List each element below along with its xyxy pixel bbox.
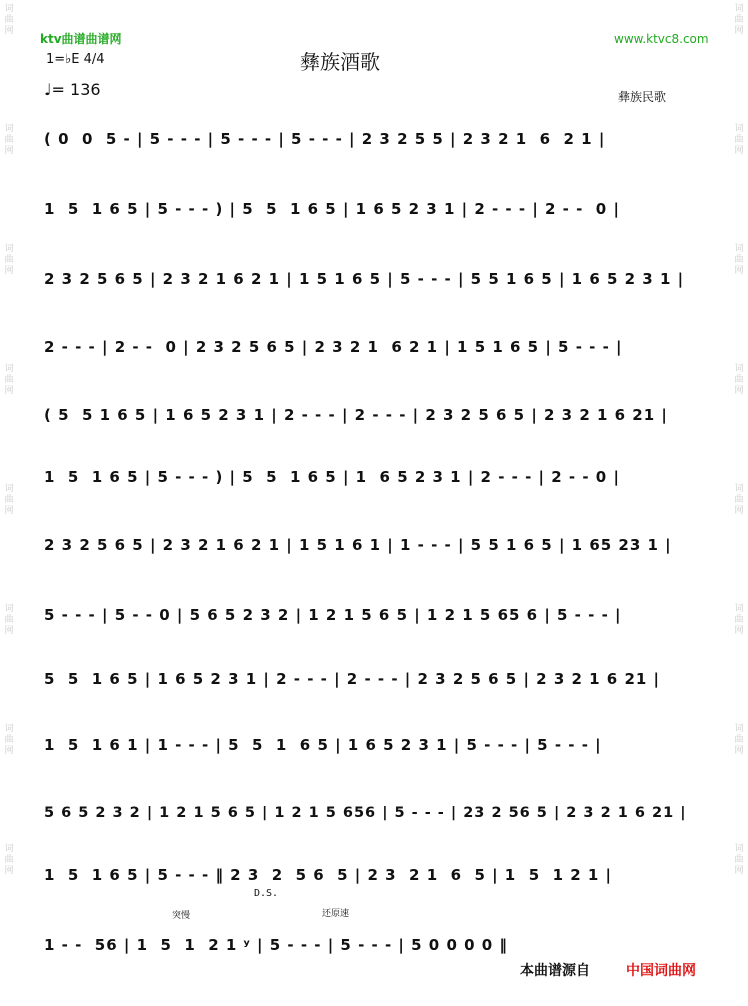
site-url[interactable]: www.ktvc8.com [614, 32, 709, 46]
score-line [0, 192, 748, 232]
key-signature: 1=♭E 4/4 [46, 52, 105, 67]
song-attribution: 彝族民歌 [618, 90, 667, 104]
left-watermark-4: 词 曲 网 [4, 364, 14, 396]
score-line-text: ( 0 0 5 - | 5 - - - | 5 - - - | 5 - - - | 2 3 2 5 5 | 2 3 2 1 6 2 1 | [44, 130, 606, 148]
score-line [0, 262, 748, 302]
score-line [0, 728, 748, 768]
right-watermark-5: 词 曲 网 [734, 484, 744, 516]
score-line [0, 330, 748, 370]
left-watermark-8: 词 曲 网 [4, 844, 14, 876]
score-line-text: 2 3 2 5 6 5 | 2 3 2 1 6 2 1 | 1 5 1 6 5 | 5 - - - | 5 5 1 6 5 | 1 6 5 2 3 1 | [44, 270, 685, 288]
score-line-text: 2 3 2 5 6 5 | 2 3 2 1 6 2 1 | 1 5 1 6 1 | 1 - - - | 5 5 1 6 5 | 1 65 23 1 | [44, 536, 672, 554]
left-watermark-5: 词 曲 网 [4, 484, 14, 516]
footer-source-label: 本曲谱源自 [520, 963, 590, 979]
score-line [0, 528, 748, 568]
score-line-text: 1 - - 56 | 1 5 1 2 1 ʸ | 5 - - - | 5 - - - | 5 0 0 0 0 ‖ [44, 936, 508, 954]
site-logo-text: ktv曲谱曲谱网 [40, 32, 122, 46]
score-line-text: 2 - - - | 2 - - 0 | 2 3 2 5 6 5 | 2 3 2 1 6 2 1 | 1 5 1 6 5 | 5 - - - | [44, 338, 623, 356]
left-watermark-1: 词 曲 网 [4, 4, 14, 36]
score-line [0, 858, 748, 898]
score-line [0, 598, 748, 638]
right-watermark-6: 词 曲 网 [734, 604, 744, 636]
right-watermark-3: 词 曲 网 [734, 244, 744, 276]
page-title: 彝族酒歌 [300, 50, 380, 74]
slow-annotation: 突慢 [172, 911, 191, 921]
score-line [0, 398, 748, 438]
right-watermark-2: 词 曲 网 [734, 124, 744, 156]
score-line [0, 122, 748, 162]
score-line-text: 1 5 1 6 5 | 5 - - - ‖ 2 3 2 5 6 5 | 2 3 2 1 6 5 | 1 5 1 2 1 | [44, 866, 613, 884]
score-line [0, 796, 748, 836]
score-line-text: 5 5 1 6 5 | 1 6 5 2 3 1 | 2 - - - | 2 - - - | 2 3 2 5 6 5 | 2 3 2 1 6 21 | [44, 670, 661, 688]
right-watermark-1: 词 曲 网 [734, 4, 744, 36]
left-watermark-6: 词 曲 网 [4, 604, 14, 636]
score-line-text: 5 6 5 2 3 2 | 1 2 1 5 6 5 | 1 2 1 5 656 | 5 - - - | 23 2 56 5 | 2 3 2 1 6 21 | [44, 805, 687, 821]
left-watermark-2: 词 曲 网 [4, 124, 14, 156]
score-line-text: 1 5 1 6 1 | 1 - - - | 5 5 1 6 5 | 1 6 5 2 3 1 | 5 - - - | 5 - - - | [44, 736, 602, 754]
score-line-text: 1 5 1 6 5 | 5 - - - ) | 5 5 1 6 5 | 1 6 5 2 3 1 | 2 - - - | 2 - - 0 | [44, 468, 620, 486]
right-watermark-8: 词 曲 网 [734, 844, 744, 876]
footer-site-link[interactable]: 中国词曲网 [626, 963, 696, 979]
right-watermark-7: 词 曲 网 [734, 724, 744, 756]
score-line [0, 460, 748, 500]
right-watermark-4: 词 曲 网 [734, 364, 744, 396]
left-watermark-3: 词 曲 网 [4, 244, 14, 276]
score-line-text: 5 - - - | 5 - - 0 | 5 6 5 2 3 2 | 1 2 1 5 6 5 | 1 2 1 5 65 6 | 5 - - - | [44, 606, 622, 624]
tempo-marking: ♩= 136 [44, 80, 101, 99]
score-line-text: 1 5 1 6 5 | 5 - - - ) | 5 5 1 6 5 | 1 6 5 2 3 1 | 2 - - - | 2 - - 0 | [44, 200, 620, 218]
score-line-text: ( 5 5 1 6 5 | 1 6 5 2 3 1 | 2 - - - | 2 - - - | 2 3 2 5 6 5 | 2 3 2 1 6 21 | [44, 406, 668, 424]
score-line [0, 662, 748, 702]
rit-annotation: 还原速 [322, 909, 350, 919]
ds-marking: D.S. [254, 888, 279, 899]
left-watermark-7: 词 曲 网 [4, 724, 14, 756]
